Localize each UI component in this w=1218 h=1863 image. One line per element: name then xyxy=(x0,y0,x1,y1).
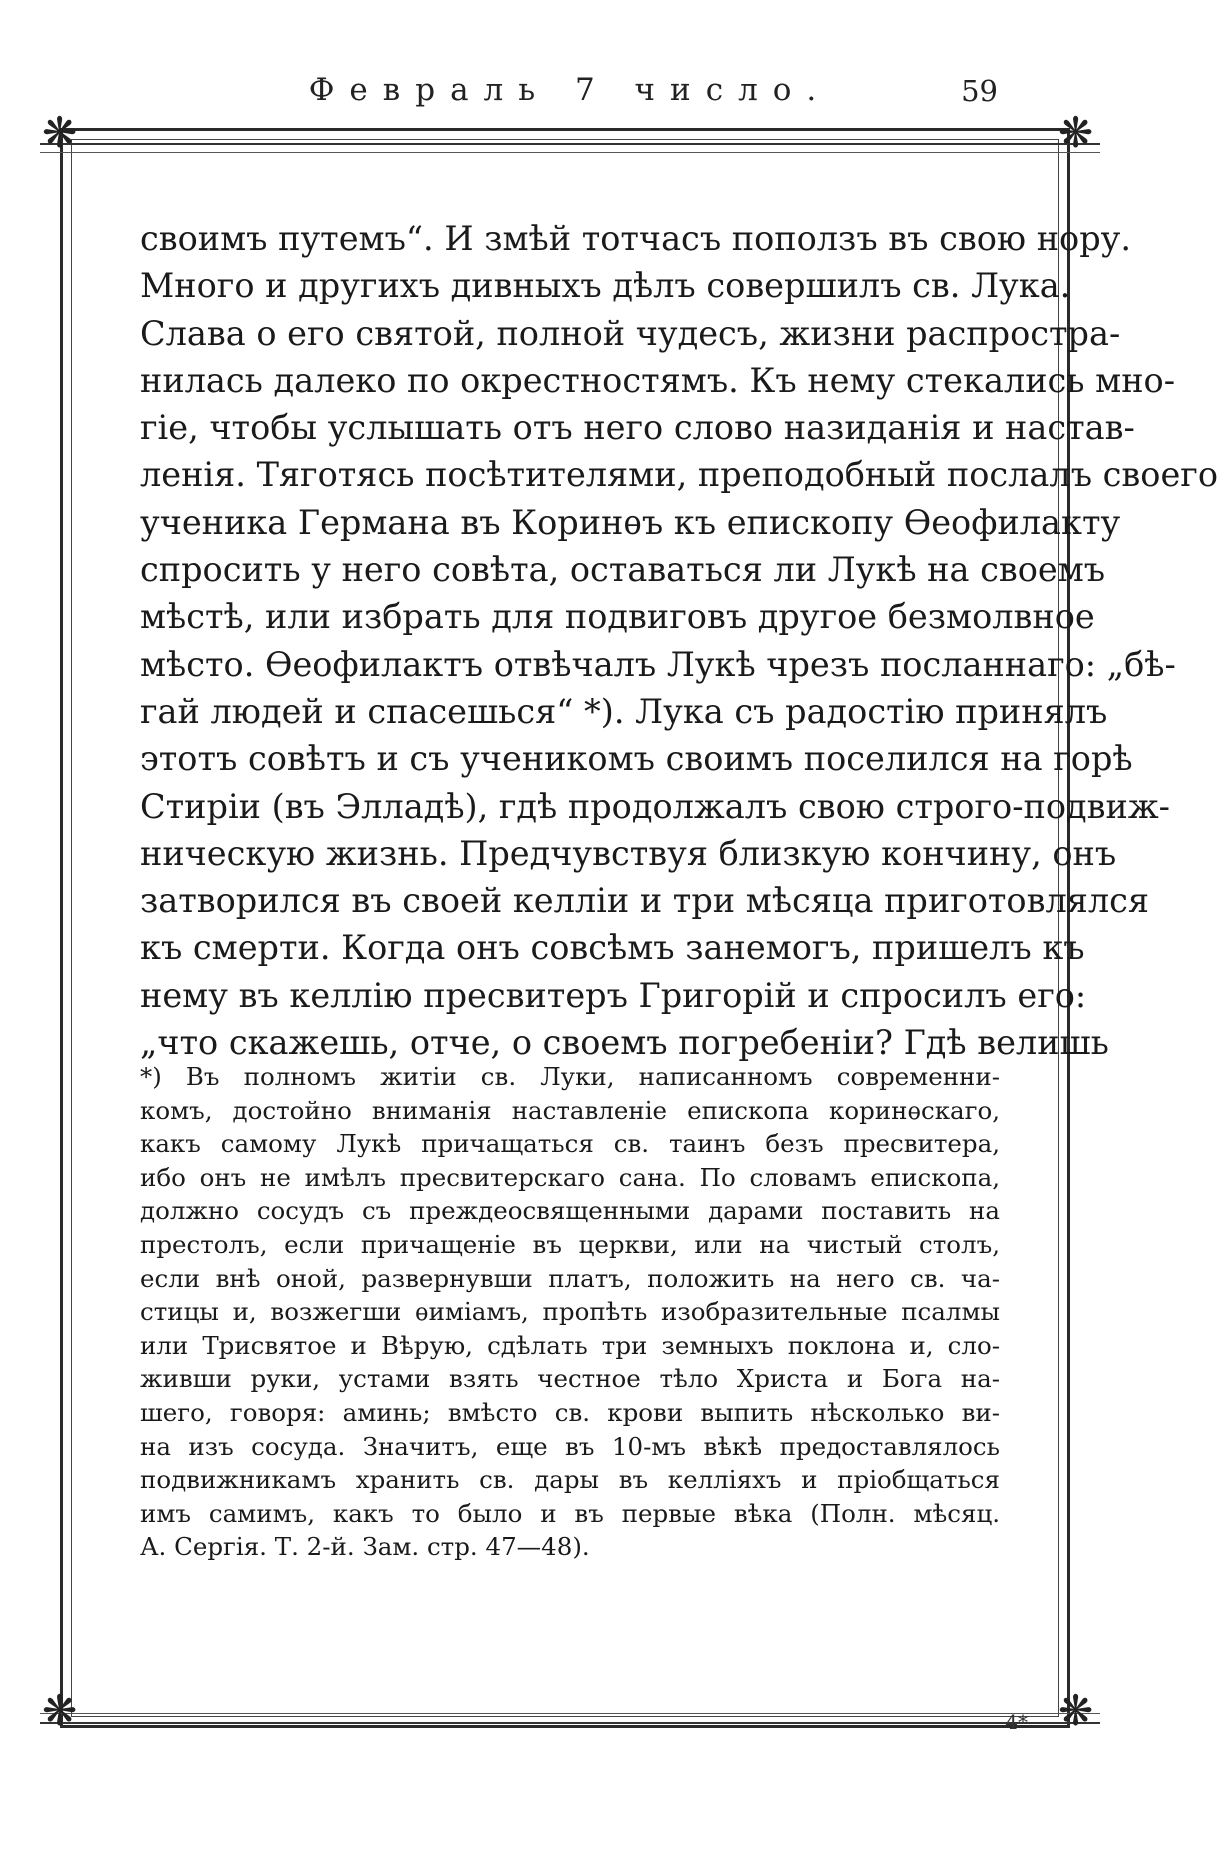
text-line: ленія. Тяготясь посѣтителями, преподобный послалъ своего xyxy=(140,455,1218,495)
footnote-line: на изъ сосуда. Значитъ, еще въ 10-мъ вѣкѣ предоставлялось xyxy=(140,1431,1000,1461)
footnote-line: стицы и, возжегши ѳиміамъ, пропѣть изобразительные псалмы xyxy=(140,1297,1000,1327)
header-title: Февраль 7 число. xyxy=(308,72,832,108)
text-line: ученика Германа въ Коринѳъ къ епископу Ѳеофилакту xyxy=(140,502,1121,542)
text-line: нилась далеко по окрестностямъ. Къ нему стекались мно- xyxy=(140,360,1176,400)
text-line: мѣсто. Ѳеофилактъ отвѣчалъ Лукѣ чрезъ посланнаго: „бѣ- xyxy=(140,644,1176,684)
footnote-line: какъ самому Лукѣ причащаться св. таинъ безъ пресвитера, xyxy=(140,1129,1000,1159)
footnote-line: подвижникамъ хранить св. дары въ келліяхъ и пріобщаться xyxy=(140,1465,1000,1495)
text-line: къ смерти. Когда онъ совсѣмъ занемогъ, пришелъ къ xyxy=(140,928,1085,968)
text-line: „что скажешь, отче, о своемъ погребеніи? Гдѣ велишь xyxy=(140,1023,1109,1063)
text-line: Много и другихъ дивныхъ дѣлъ совершилъ св. Лука. xyxy=(140,266,1071,306)
frame-rule-bottom-inner xyxy=(40,1713,1100,1714)
frame-rule-bottom xyxy=(40,1722,1100,1724)
text-line: затворился въ своей келліи и три мѣсяца приготовлялся xyxy=(140,881,1150,921)
text-line: спросить у него совѣта, оставаться ли Лукѣ на своемъ xyxy=(140,550,1106,590)
text-line: гай людей и спасешься“ *). Лука съ радостію принялъ xyxy=(140,691,1108,731)
text-line: этотъ совѣтъ и съ ученикомъ своимъ поселился на горѣ xyxy=(140,739,1133,779)
main-text xyxy=(140,215,1218,1066)
footnote-line: *) Въ полномъ житіи св. Луки, написанномъ современни- xyxy=(140,1062,1000,1091)
footnote-line: шего, говоря: аминь; вмѣсто св. крови выпить нѣсколько ви- xyxy=(140,1397,1000,1427)
footnote-line: имъ самимъ, какъ то было и въ первые вѣка (Полн. мѣсяц. xyxy=(140,1498,1000,1528)
text-line: мѣстѣ, или избрать для подвиговъ другое безмолвное xyxy=(140,597,1095,637)
footnote-line: или Трисвятое и Вѣрую, сдѣлать три земныхъ поклона и, сло- xyxy=(140,1330,1000,1360)
text-line: Слава о его святой, полной чудесъ, жизни распростра- xyxy=(140,313,1121,353)
text-line: ническую жизнь. Предчувствуя близкую кончину, онъ xyxy=(140,833,1117,873)
corner-ornament-icon: ❋ xyxy=(42,1686,78,1735)
footnote-line: ибо онъ не имѣлъ пресвитерскаго сана. По словамъ епископа, xyxy=(140,1162,1000,1192)
footnote-line: комъ, достойно вниманія наставленіе епископа коринѳскаго, xyxy=(140,1095,1000,1125)
footnote-line: если внѣ оной, развернувши платъ, положить на него св. ча- xyxy=(140,1263,1000,1293)
corner-ornament-icon: ❋ xyxy=(1058,1686,1094,1735)
text-line: Стиріи (въ Элладѣ), гдѣ продолжалъ свою строго-подвиж- xyxy=(140,786,1170,826)
text-line: своимъ путемъ“. И змѣй тотчасъ поползъ въ свою нору. xyxy=(140,219,1132,258)
corner-ornament-icon: ❋ xyxy=(42,108,78,157)
frame-rule-top xyxy=(40,143,1100,145)
footnote-line: А. Сергія. Т. 2-й. Зам. стр. 47—48). xyxy=(140,1532,590,1562)
footnote-line: должно сосудъ съ преждеосвященными дарами поставить на xyxy=(140,1196,1000,1226)
text-line: гіе, чтобы услышать отъ него слово назиданія и настав- xyxy=(140,408,1135,448)
footnote-line: живши руки, устами взять честное тѣло Христа и Бога на- xyxy=(140,1364,1000,1394)
footnote-line: престолъ, если причащеніе въ церкви, или на чистый столъ, xyxy=(140,1229,1000,1259)
text-line: нему въ келлію пресвитеръ Григорій и спросилъ его: xyxy=(140,975,1087,1015)
frame-rule-top-inner xyxy=(40,152,1100,153)
page-number: 59 xyxy=(961,74,998,108)
corner-ornament-icon: ❋ xyxy=(1058,108,1094,157)
signature-mark: 4* xyxy=(1005,1710,1028,1734)
footnote xyxy=(140,1060,1000,1564)
